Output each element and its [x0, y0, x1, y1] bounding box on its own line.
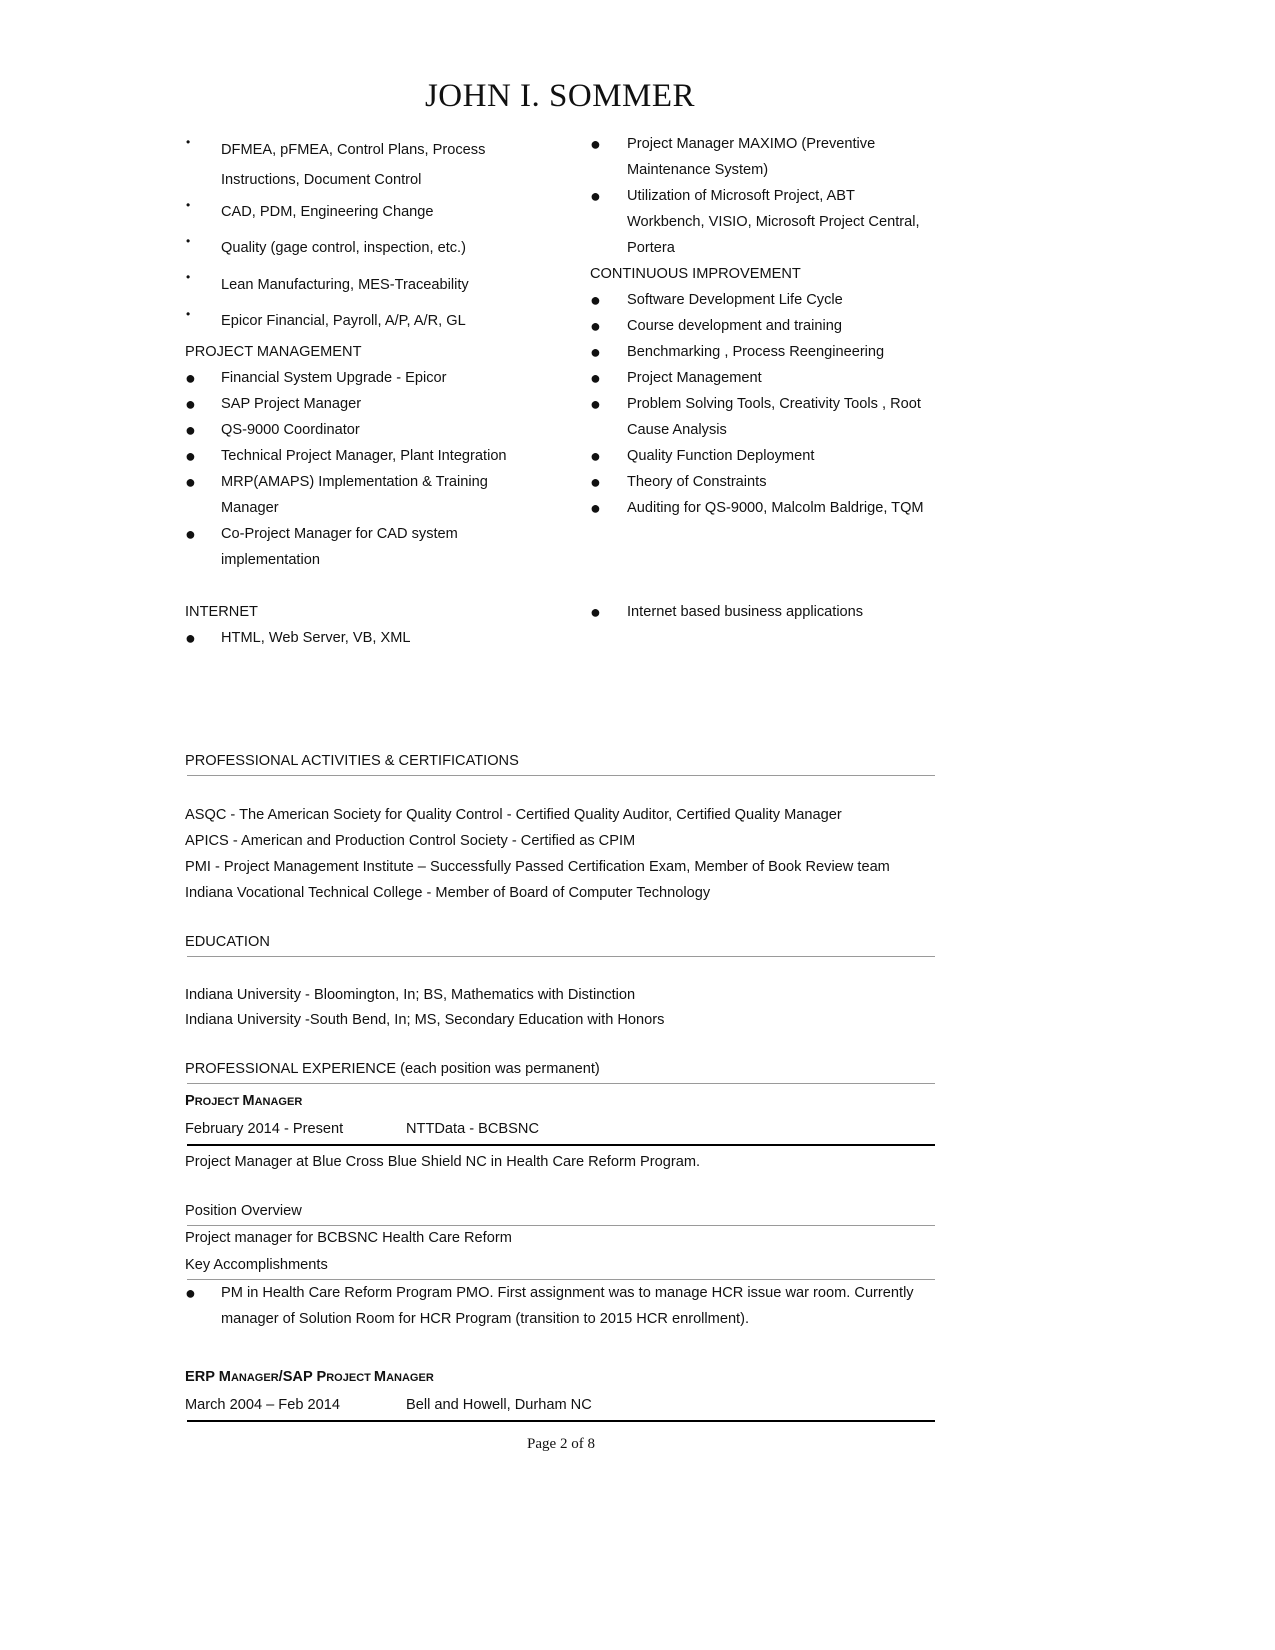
- job-company: Bell and Howell, Durham NC: [406, 1397, 592, 1413]
- section-divider: [187, 1083, 935, 1084]
- list-item: Benchmarking , Process Reengineering: [627, 344, 885, 360]
- section-heading-education: EDUCATION: [185, 934, 270, 950]
- bullet: ●: [590, 394, 601, 414]
- section-divider: [187, 1225, 935, 1226]
- list-item: DFMEA, pFMEA, Control Plans, Process: [221, 142, 486, 158]
- bullet: ●: [185, 628, 196, 648]
- list-item: QS-9000 Coordinator: [221, 422, 360, 438]
- list-item: Quality Function Deployment: [627, 448, 815, 464]
- bullet: ●: [590, 498, 601, 518]
- list-item: Internet based business applications: [627, 604, 864, 620]
- bullet: ●: [590, 472, 601, 492]
- bullet: ●: [185, 446, 196, 466]
- list-item: Portera: [627, 240, 675, 256]
- list-item: Auditing for QS-9000, Malcolm Baldrige, TQM: [627, 500, 924, 516]
- certification-line: PMI - Project Management Institute – Successfully Passed Certification Exam, Member of Book Review team: [185, 859, 890, 875]
- bullet: ●: [590, 186, 601, 206]
- section-heading-project-management: PROJECT MANAGEMENT: [185, 344, 362, 360]
- bullet: •: [186, 198, 191, 212]
- bullet: ●: [590, 446, 601, 466]
- list-item: implementation: [221, 552, 320, 568]
- accomplishment-line: PM in Health Care Reform Program PMO. First assignment was to manage HCR issue war room. Currently: [221, 1285, 914, 1301]
- list-item: Instructions, Document Control: [221, 172, 422, 188]
- bullet: ●: [185, 1283, 196, 1303]
- education-line: Indiana University -South Bend, In; MS, Secondary Education with Honors: [185, 1012, 665, 1028]
- list-item: Manager: [221, 500, 279, 516]
- accomplishment-line: manager of Solution Room for HCR Program (transition to 2015 HCR enrollment).: [221, 1311, 750, 1327]
- list-item: Theory of Constraints: [627, 474, 767, 490]
- bullet: ●: [590, 290, 601, 310]
- job-company: NTTData - BCBSNC: [406, 1121, 539, 1137]
- section-divider: [187, 1279, 935, 1280]
- list-item: Course development and training: [627, 318, 842, 334]
- section-heading-continuous-improvement: CONTINUOUS IMPROVEMENT: [590, 266, 801, 282]
- bullet: •: [186, 307, 191, 321]
- job-title: PROJECT MANAGER: [185, 1093, 303, 1109]
- list-item: MRP(AMAPS) Implementation & Training: [221, 474, 488, 490]
- list-item: Maintenance System): [627, 162, 769, 178]
- bullet: ●: [590, 316, 601, 336]
- list-item: Cause Analysis: [627, 422, 727, 438]
- list-item: Technical Project Manager, Plant Integration: [221, 448, 507, 464]
- page-number: Page 2 of 8: [527, 1436, 595, 1452]
- list-item: Workbench, VISIO, Microsoft Project Central,: [627, 214, 920, 230]
- job-dates: February 2014 - Present: [185, 1121, 344, 1137]
- bullet: ●: [185, 420, 196, 440]
- list-item: Problem Solving Tools, Creativity Tools , Root: [627, 396, 921, 412]
- list-item: Financial System Upgrade - Epicor: [221, 370, 447, 386]
- job-title: ERP MANAGER/SAP PROJECT MANAGER: [185, 1369, 434, 1385]
- bullet: •: [186, 270, 191, 284]
- section-divider: [187, 775, 935, 776]
- list-item: CAD, PDM, Engineering Change: [221, 204, 434, 220]
- list-item: Project Manager MAXIMO (Preventive: [627, 136, 876, 152]
- education-line: Indiana University - Bloomington, In; BS, Mathematics with Distinction: [185, 987, 636, 1003]
- list-item: Epicor Financial, Payroll, A/P, A/R, GL: [221, 313, 466, 329]
- job-dates: March 2004 – Feb 2014: [185, 1397, 340, 1413]
- list-item: Software Development Life Cycle: [627, 292, 843, 308]
- list-item: Co-Project Manager for CAD system: [221, 526, 458, 542]
- list-item: Quality (gage control, inspection, etc.): [221, 240, 466, 256]
- bullet: ●: [185, 472, 196, 492]
- list-item: Project Management: [627, 370, 762, 386]
- position-overview-text: Project manager for BCBSNC Health Care Reform: [185, 1230, 512, 1246]
- job-divider: [187, 1420, 935, 1422]
- bullet: ●: [590, 368, 601, 388]
- bullet: •: [186, 135, 191, 149]
- bullet: ●: [590, 134, 601, 154]
- bullet: ●: [185, 394, 196, 414]
- key-accomplishments-heading: Key Accomplishments: [185, 1257, 328, 1273]
- section-heading-certifications: PROFESSIONAL ACTIVITIES & CERTIFICATIONS: [185, 753, 519, 769]
- section-heading-internet: INTERNET: [185, 604, 258, 620]
- section-heading-experience: PROFESSIONAL EXPERIENCE (each position was permanent): [185, 1061, 600, 1077]
- job-divider: [187, 1144, 935, 1146]
- certification-line: Indiana Vocational Technical College - Member of Board of Computer Technology: [185, 885, 711, 901]
- bullet: ●: [590, 602, 601, 622]
- certification-line: APICS - American and Production Control Society - Certified as CPIM: [185, 833, 636, 849]
- position-overview-heading: Position Overview: [185, 1203, 302, 1219]
- bullet: •: [186, 234, 191, 248]
- bullet: ●: [185, 524, 196, 544]
- resume-name: JOHN I. SOMMER: [424, 78, 696, 114]
- list-item: Lean Manufacturing, MES-Traceability: [221, 277, 469, 293]
- certification-line: ASQC - The American Society for Quality Control - Certified Quality Auditor, Certified Quality Manager: [185, 807, 842, 823]
- list-item: HTML, Web Server, VB, XML: [221, 630, 411, 646]
- list-item: SAP Project Manager: [221, 396, 362, 412]
- list-item: Utilization of Microsoft Project, ABT: [627, 188, 855, 204]
- bullet: ●: [185, 368, 196, 388]
- bullet: ●: [590, 342, 601, 362]
- job-summary: Project Manager at Blue Cross Blue Shield NC in Health Care Reform Program.: [185, 1154, 701, 1170]
- section-divider: [187, 956, 935, 957]
